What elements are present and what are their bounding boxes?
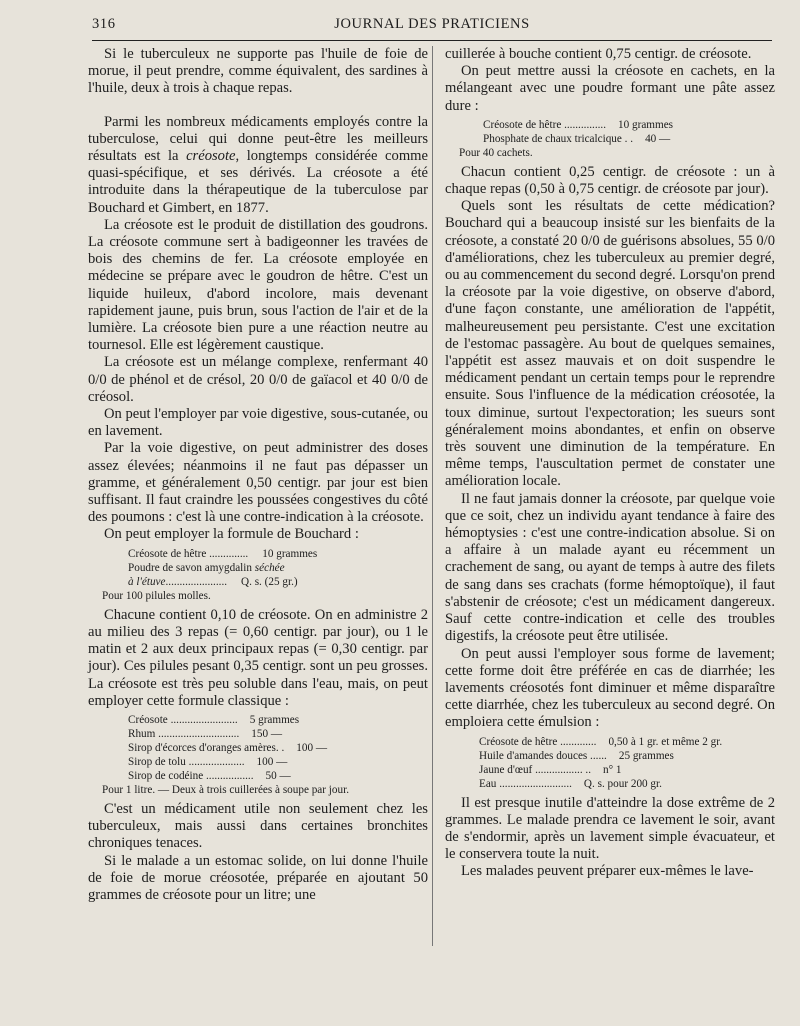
formula-row — [88, 727, 428, 741]
page-header — [92, 16, 772, 40]
paragraph: Il ne faut jamais donner la créosote, par quelque voie que ce soit, chez un individu ayant tendance à faire des hémoptysies : c'est une contre-indication absolue. Si on a affaire à un malade ayant eu récemment un crachement de sang, ou ayant de temps à autre des filets de sang dans ses crachats (forme hémoptoïque), il faut s'abstenir de créosote; c'est un médicament dangereux. Sauf cette contre-indication et celle des troubles digestifs, la créosote peut être utilisée. — [445, 490, 775, 645]
paragraph: Chacune contient 0,10 de créosote. On en administre 2 au milieu des 3 repas (= 0,60 centigr. par jour), ou 1 le matin et 2 aux deux principaux repas (= 0,30 centigr. par jour). Ces pilules pesant 0,35 centigr. sont un peu grosses. La créosote est très peu soluble dans l'eau, mais, on peut employer cette formule classique : — [88, 606, 428, 709]
ingredient-quantity: 150 — — [251, 727, 283, 740]
paragraph: Les malades peuvent préparer eux-mêmes le lave- — [461, 863, 754, 880]
formula-row — [88, 755, 428, 769]
paragraph: cuillerée à bouche contient 0,75 centigr. de créosote. — [445, 46, 752, 62]
left-column — [88, 46, 428, 904]
formula-row: Poudre de savon amygdalin séchée — [128, 561, 285, 574]
formula-classique — [88, 713, 428, 797]
formula-row: à l'étuve...................... Q. s. (25 gr.) — [128, 575, 298, 588]
formula-bouchard — [88, 547, 428, 603]
ingredient-quantity: Q. s. pour 200 gr. — [583, 777, 662, 790]
ingredient-name: Huile d'amandes douces ...... — [479, 749, 607, 762]
ingredient-quantity: n° 1 — [603, 763, 622, 776]
paragraph: Chacun contient 0,25 centigr. de créosote : un à chaque repas (0,50 à 0,75 centigr. de créosote par jour). — [445, 163, 775, 198]
formula-note: Pour 100 pilules molles. — [102, 589, 211, 602]
ingredient-quantity: 5 grammes — [249, 713, 300, 726]
paragraph: Si le tuberculeux ne supporte pas l'huile de foie de morue, il peut prendre, comme équivalent, des sardines à l'huile, deux à trois à chaque repas. — [88, 46, 428, 97]
paragraph: C'est un médicament utile non seulement chez les tuberculeux, mais aussi dans certaines bronchites chroniques tenaces. — [88, 800, 428, 852]
formula-row — [445, 763, 775, 777]
ingredient-quantity: 40 — — [645, 132, 671, 145]
paragraph: On peut mettre aussi la créosote en cachets, en la mélangeant avec une poudre formant une pâte assez dure : — [445, 63, 775, 114]
ingredient-quantity: 0,50 à 1 gr. et même 2 gr. — [608, 735, 723, 748]
paragraph: Si le malade a un estomac solide, on lui donne l'huile de foie de morue créosotée, préparée en ajoutant 50 grammes de créosote pour un litre; une — [88, 852, 428, 903]
formula-row — [88, 741, 428, 755]
formula-row — [88, 769, 428, 783]
formula-row — [445, 735, 775, 749]
paragraph: Parmi les nombreux médicaments employés contre la tuberculose, celui qui donne peut-être les meilleurs résultats est la créosote, longtemps considérée comme quasi-spécifique, et ses dérivés. La créosote a été introduite dans la thérapeutique de la tuberculose par Bouchard et Gimbert, en 1877. — [88, 113, 428, 216]
ingredient-name: Jaune d'œuf ................. .. — [479, 763, 592, 776]
ingredient-name: Sirop de tolu .................... — [128, 755, 245, 768]
journal-title: JOURNAL DES PRATICIENS — [334, 16, 530, 32]
header-rule — [92, 40, 772, 41]
ingredient-quantity: 100 — — [296, 741, 328, 754]
formula-row — [445, 749, 775, 763]
formula-row — [445, 777, 775, 791]
paragraph: Par la voie digestive, on peut administrer des doses assez élevées; néanmoins il ne faut pas dépasser un gramme, et généralement 0,50 centigr. par jour est bien suffisant. Il faut craindre les poussées congestives du côté des poumons : c'est là une contre-indication à la créosote. — [88, 440, 428, 526]
right-column — [445, 46, 775, 881]
ingredient-name: Eau .......................... — [479, 777, 572, 790]
paragraph: On peut aussi l'employer sous forme de lavement; cette forme doit être préférée en cas de diarrhée; les lavements créosotés font diminuer et même disparaître cette diarrhée, chez les tuberculeux au second degré. On emploiera cette émulsion : — [445, 645, 775, 731]
formula-row — [88, 713, 428, 727]
formula-note: Pour 1 litre. — Deux à trois cuillerées à soupe par jour. — [102, 783, 349, 796]
ingredient-name: Créosote ........................ — [128, 713, 238, 726]
formula-row — [445, 132, 775, 146]
formula-row — [445, 118, 775, 132]
ingredient-name: Créosote de hêtre ............... — [483, 118, 607, 131]
formula-note: Pour 40 cachets. — [459, 146, 533, 159]
paragraph: Il est presque inutile d'atteindre la dose extrême de 2 grammes. Le malade prendra ce lavement le soir, avant de s'endormir, après un lavement simple évacuateur, et le conservera toute la nuit. — [445, 794, 775, 863]
paragraph: On peut employer la formule de Bouchard : — [104, 526, 359, 543]
paragraph: Quels sont les résultats de cette médication? Bouchard qui a beaucoup insisté sur les bienfaits de la créosote, a constaté 20 0/0 de guérisons absolues, 55 0/0 d'améliorations, chez les tuberculeux au premier degré, ou au commencement du second degré. Lorsqu'on prend la créosote par la voie digestive, on observe d'abord, d'une façon constante, une amélioration de l'appétit, malheureusement peu persistante. C'est une excitation de l'estomac passagère. Au bout de quelques semaines, l'appétit est assez mauvais et on doit suspendre le médicament pendant un certain temps pour le reprendre ensuite. Sous l'influence de la médication créosotée, la toux diminue, surtout l'expectoration; les sueurs sont généralement moins abondantes, et enfin on observe très souvent une diminution de la température. En même temps, l'auscultation permet de constater une amélioration locale. — [445, 198, 775, 490]
ingredient-quantity: 50 — — [265, 769, 291, 782]
ingredient-quantity: 100 — — [256, 755, 288, 768]
formula-emulsion — [445, 735, 775, 791]
ingredient-name: Rhum ............................. — [128, 727, 240, 740]
ingredient-quantity: 25 grammes — [618, 749, 674, 762]
ingredient-name: Sirop d'écorces d'oranges amères. . — [128, 741, 285, 754]
page-number: 316 — [92, 16, 116, 32]
formula-row: Créosote de hêtre .............. 10 grammes — [128, 547, 318, 560]
ingredient-name: Sirop de codéine ................. — [128, 769, 254, 782]
ingredient-name: Phosphate de chaux tricalcique . . — [483, 132, 634, 145]
ingredient-name: Créosote de hêtre ............. — [479, 735, 597, 748]
column-separator — [432, 46, 433, 946]
formula-cachets — [445, 118, 775, 160]
paragraph: La créosote est le produit de distillation des goudrons. La créosote commune sert à badigeonner les travées de bois des chemins de fer. La créosote employée en médecine se prépare avec le goudron de hêtre. C'est un liquide huileux, d'abord incolore, mais devenant rapidement jaune, puis brun, sous l'action de l'air et de la lumière. La créosote bien pure a une réaction neutre au tournesol. Elle est légèrement caustique. — [88, 216, 428, 354]
paragraph: La créosote est un mélange complexe, renfermant 40 0/0 de phénol et de crésol, 20 0/0 de gaïacol et 40 0/0 de créosol. — [88, 354, 428, 405]
ingredient-quantity: 10 grammes — [618, 118, 674, 131]
paragraph: On peut l'employer par voie digestive, sous-cutanée, ou en lavement. — [88, 406, 429, 440]
